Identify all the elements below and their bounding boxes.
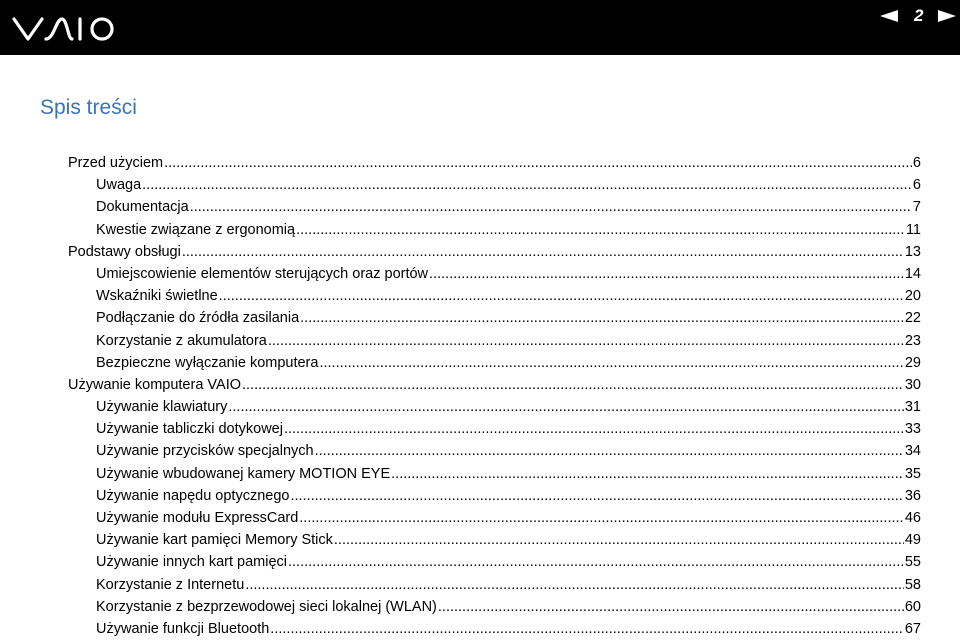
toc-dot-leader [300,310,904,326]
toc-entry-label: Przed użyciem [68,155,164,171]
toc-entry-label: Używanie funkcji Bluetooth [96,620,270,637]
toc-entry[interactable] [68,333,921,355]
page-navigation [840,0,960,32]
toc-entry[interactable] [68,222,921,244]
toc-entry-label: Używanie komputera VAIO [68,376,241,393]
toc-dot-leader [190,199,912,215]
toc-dot-leader [268,333,904,349]
toc-dot-leader [242,377,904,393]
toc-entry[interactable] [68,621,921,641]
toc-entry-label: Umiejscowienie elementów sterujących oraz portów [96,265,429,282]
toc-dot-leader [270,621,904,637]
toc-entry-label: Podłączanie do źródła zasilania [96,310,300,327]
toc-entry-label: Używanie kart pamięci Memory Stick [96,532,333,549]
toc-dot-leader [334,532,904,548]
toc-entry[interactable] [68,399,921,421]
toc-entry-label: Używanie napędu optycznego [96,487,290,504]
toc-entry[interactable] [68,577,921,599]
toc-entry-page: 22 [904,310,921,327]
toc-entry-page: 31 [904,399,921,416]
toc-entry-page: 6 [912,177,921,194]
toc-dot-leader [299,510,904,526]
toc-entry[interactable] [68,488,921,510]
toc-entry-label: Używanie innych kart pamięci [96,554,287,571]
toc-dot-leader [228,399,904,415]
toc-entry[interactable] [68,510,921,532]
vaio-logo [12,11,120,45]
toc-entry-page: 55 [904,554,921,571]
page-number: 2 [914,6,924,25]
toc-entry-label: Korzystanie z bezprzewodowej sieci lokalnej (WLAN) [96,598,437,615]
toc-entry-page: 35 [904,465,921,482]
toc-dot-leader [245,577,904,593]
toc-entry-label: Wskaźniki świetlne [96,288,218,305]
header-bar [0,0,960,55]
toc-entry-page: 67 [904,620,921,637]
toc-entry-label: Używanie klawiatury [96,399,228,416]
toc-dot-leader [319,355,903,371]
toc-entry-label: Korzystanie z akumulatora [96,332,267,349]
toc-entry-page: 13 [904,243,921,260]
toc-entry-label: Używanie modułu ExpressCard [96,510,299,526]
toc-dot-leader [164,155,912,171]
toc-entry-label: Dokumentacja [96,199,189,216]
toc-entry-label: Używanie przycisków specjalnych [96,443,314,460]
toc-entry[interactable] [68,421,921,443]
table-of-contents [68,155,921,641]
toc-entry-page: 60 [904,598,921,615]
toc-entry-page: 20 [904,288,921,305]
toc-dot-leader [429,266,904,282]
toc-entry[interactable] [68,355,921,377]
toc-entry[interactable] [68,199,921,221]
toc-entry-label: Kwestie związane z ergonomią [96,221,296,238]
toc-entry-label: Uwaga [96,177,142,194]
toc-entry-page: 11 [905,221,921,238]
toc-entry-page: 30 [904,376,921,393]
toc-entry-page: 23 [904,332,921,349]
toc-entry-page: 6 [912,155,921,171]
toc-entry[interactable] [68,155,921,177]
toc-dot-leader [315,443,904,459]
arrow-left-icon[interactable] [880,10,898,22]
toc-entry[interactable] [68,554,921,576]
toc-entry-label: Używanie wbudowanej kamery MOTION EYE [96,465,391,482]
toc-entry-page: 36 [904,487,921,504]
toc-dot-leader [182,244,904,260]
toc-entry[interactable] [68,310,921,332]
toc-entry-label: Używanie tabliczki dotykowej [96,421,283,438]
toc-entry[interactable] [68,443,921,465]
toc-entry[interactable] [68,377,921,399]
toc-dot-leader [290,488,903,504]
toc-entry[interactable] [68,177,921,199]
toc-dot-leader [296,222,905,238]
toc-dot-leader [142,177,912,193]
toc-entry-page: 46 [904,510,921,526]
toc-entry[interactable] [68,532,921,554]
toc-entry-page: 29 [904,354,921,371]
page-title: Spis treści [40,96,137,119]
toc-entry[interactable] [68,466,921,488]
toc-dot-leader [391,466,904,482]
toc-entry-page: 7 [912,199,921,216]
toc-entry[interactable] [68,266,921,288]
toc-entry-page: 58 [904,576,921,593]
toc-entry-label: Podstawy obsługi [68,243,181,260]
toc-entry-label: Korzystanie z Internetu [96,576,245,593]
toc-entry-page: 49 [904,532,921,549]
toc-entry[interactable] [68,244,921,266]
toc-dot-leader [288,554,904,570]
toc-entry-page: 33 [904,421,921,438]
arrow-right-icon[interactable] [938,10,956,22]
toc-entry-page: 14 [904,265,921,282]
toc-entry[interactable] [68,288,921,310]
toc-entry[interactable] [68,599,921,621]
toc-dot-leader [219,288,904,304]
toc-entry-page: 34 [904,443,921,460]
toc-dot-leader [284,421,904,437]
toc-entry-label: Bezpieczne wyłączanie komputera [96,354,319,371]
toc-dot-leader [438,599,904,615]
